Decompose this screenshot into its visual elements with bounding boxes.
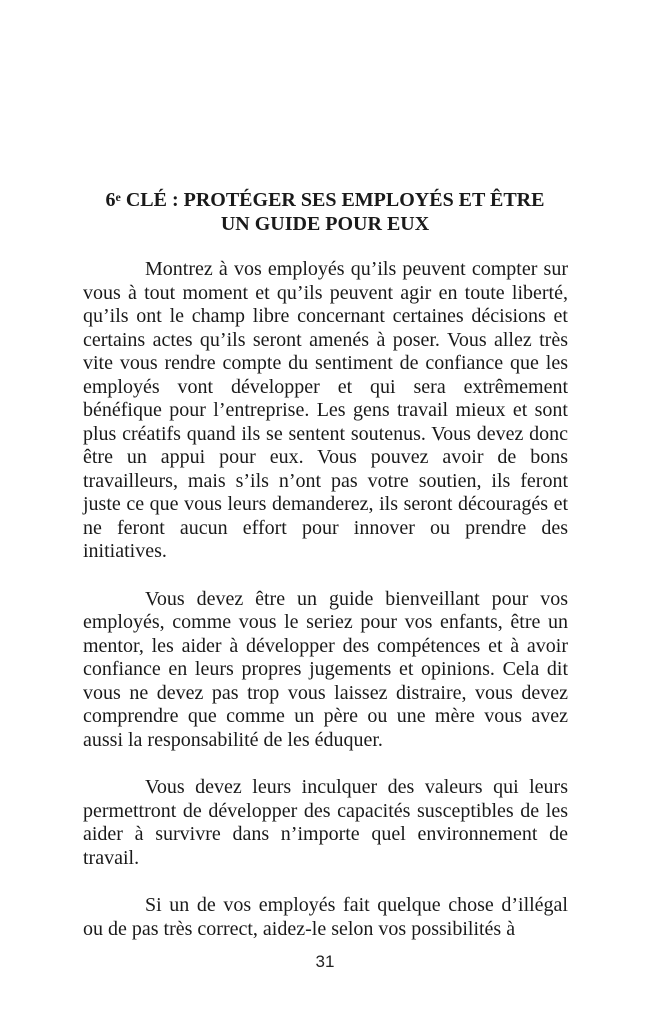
paragraph-2: Vous devez être un guide bienveillant pour vos employés, comme vous le seriez pour vos enfants, être un mentor, les aider à développer des compétences et à avoir confiance en leurs propres jugements et opinions. Cela dit vous ne devez pas trop vous laissez distraire, vous devez comprendre que comme un père ou une mère vous avez aussi la responsabilité de les éduquer. — [83, 587, 568, 751]
chapter-heading-line-1 — [60, 188, 590, 212]
chapter-heading-line-2: UN GUIDE POUR EUX — [220, 213, 430, 235]
chapter-number: 6 — [105, 189, 116, 211]
page-number: 31 — [315, 952, 335, 971]
chapter-heading — [60, 188, 590, 236]
paragraph-4: Si un de vos employés fait quelque chose d’illégal ou de pas très correct, aidez-le selon vos possibilités à — [83, 894, 568, 940]
body-text — [83, 258, 568, 941]
paragraph-3: Vous devez leurs inculquer des valeurs qui leurs permettront de développer des capacités susceptibles de les aider à survivre dans n’importe quel environnement de travail. — [83, 776, 568, 869]
chapter-heading-text: CLÉ : PROTÉGER SES EMPLOYÉS ET ÊTRE — [120, 189, 545, 211]
ordinal-superscript: e — [115, 190, 121, 204]
paragraph-1: Montrez à vos employés qu’ils peuvent compter sur vous à tout moment et qu’ils peuvent agir en toute liberté, qu’ils ont le champ libre concernant certaines décisions et certains actes qu’ils seront amenés à poser. Vous allez très vite vous rendre compte du sentiment de confiance que les employés vont développer et qui sera extrêmement bénéfique pour l’entreprise. Les gens travail mieux et sont plus créatifs quand ils se sentent soutenus. Vous devez donc être un appui pour eux. Vous pouvez avoir de bons travailleurs, mais s’ils n’ont pas votre soutien, ils feront juste ce que vous leurs demanderez, ils seront découragés et ne feront aucun effort pour innover ou prendre des initiatives. — [83, 258, 568, 562]
